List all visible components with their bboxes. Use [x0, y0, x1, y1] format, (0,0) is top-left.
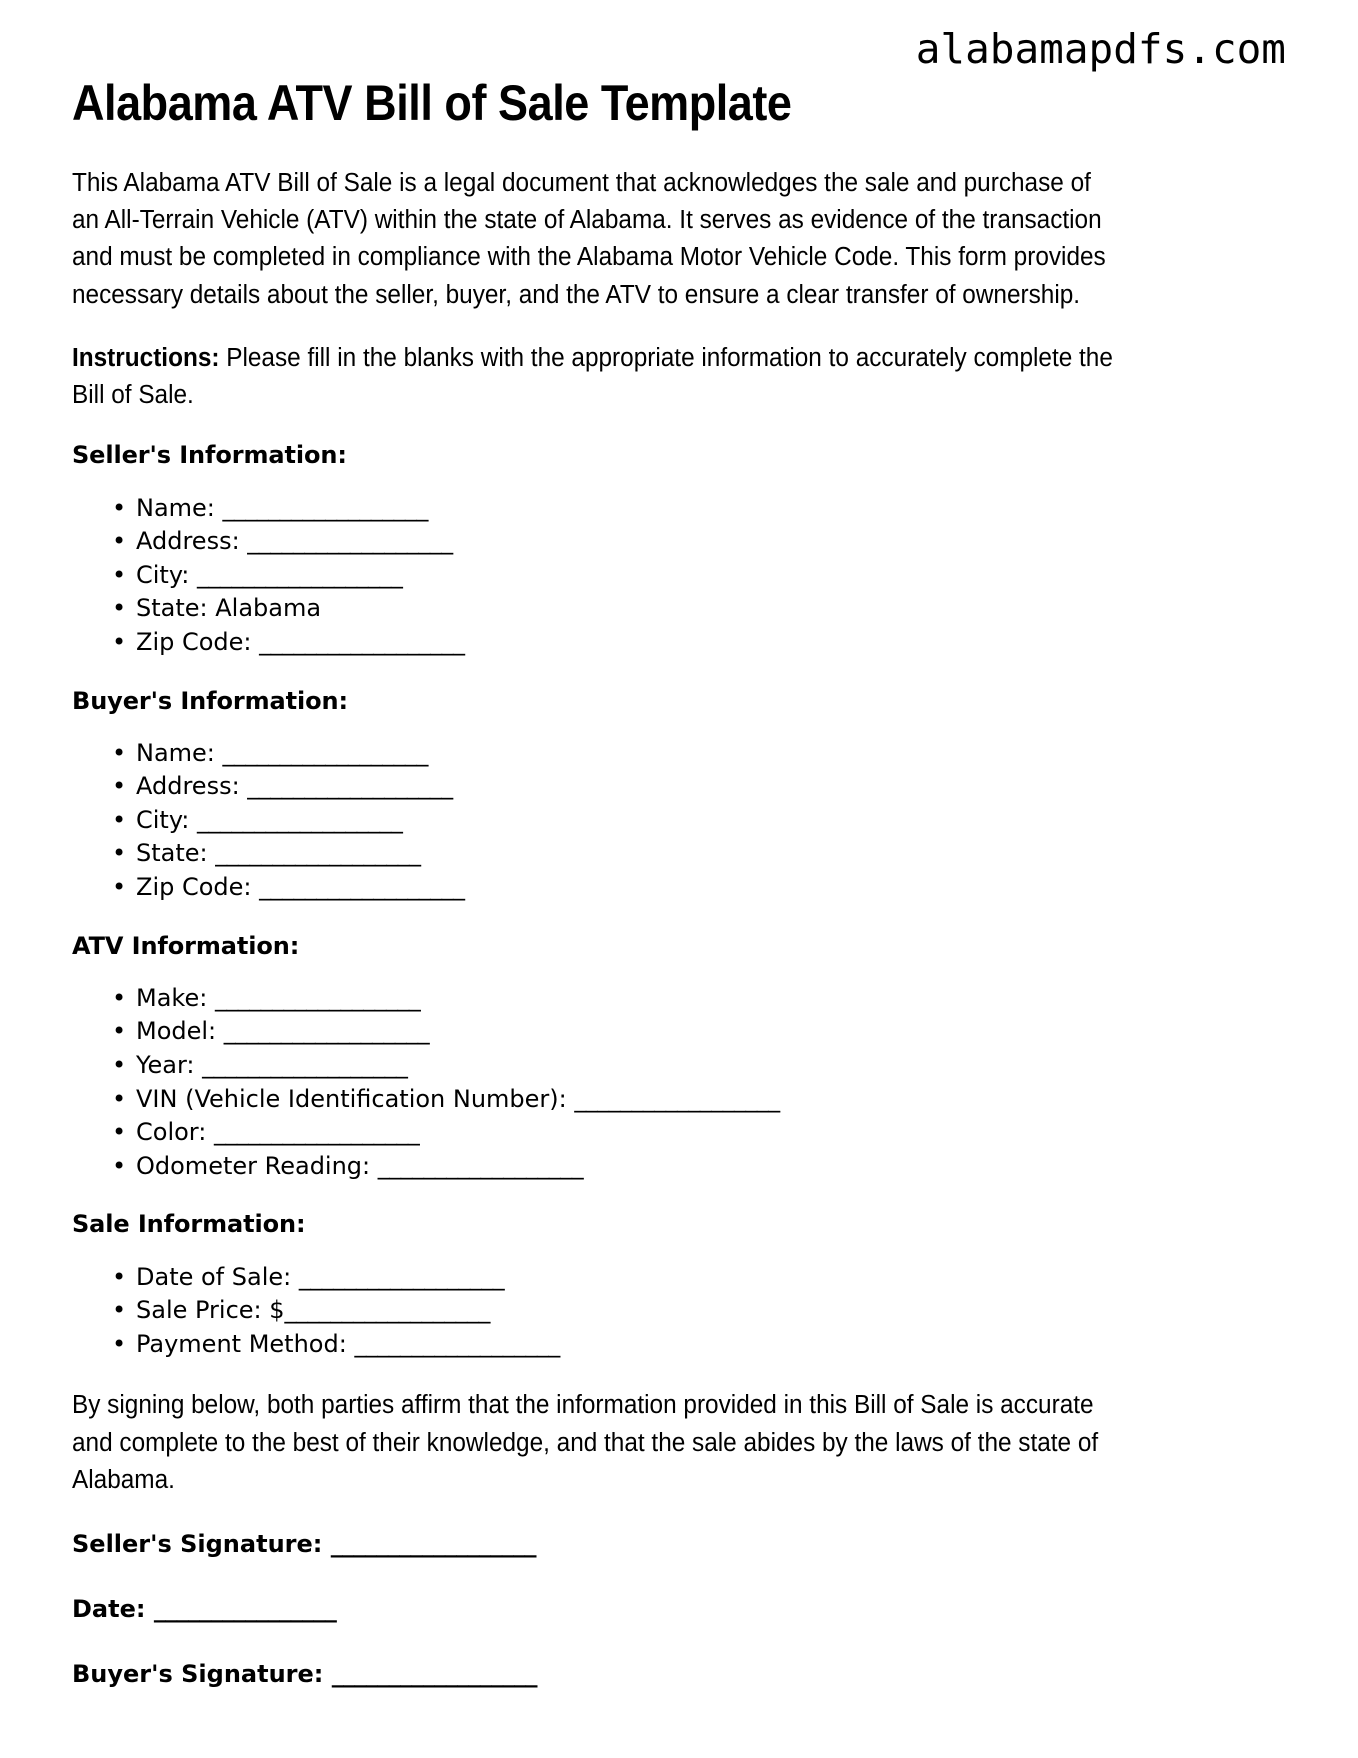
buyer-field-list	[72, 737, 1288, 905]
bullet-marker-icon: •	[112, 805, 127, 834]
field-label: State:	[136, 839, 216, 868]
field-blank[interactable]: __________________	[259, 873, 465, 902]
bullet-marker-icon: •	[112, 1118, 127, 1147]
list-item	[108, 871, 1288, 905]
field-blank[interactable]: __________________	[214, 983, 421, 1012]
field-blank[interactable]: __________________	[215, 839, 421, 868]
field-blank[interactable]: __________________	[354, 1329, 560, 1358]
field-label: Color:	[136, 1118, 214, 1147]
field-label: Zip Code:	[136, 873, 260, 902]
bullet-marker-icon: •	[112, 839, 127, 868]
list-item	[108, 1015, 1288, 1049]
affirmation-paragraph: By signing below, both parties affirm that the information provided in this Bill of Sale is accurate and complete to the best of their knowledge, and that the sale abides by the laws of the state of Alabama.	[72, 1391, 1099, 1494]
field-label: VIN (Vehicle Identification Number):	[136, 1084, 575, 1113]
field-label: City:	[136, 805, 198, 834]
list-item	[108, 1294, 1288, 1328]
section-heading-seller: Seller's Information:	[72, 441, 347, 470]
field-label: Address:	[136, 527, 248, 556]
bullet-marker-icon: •	[112, 1051, 127, 1080]
instructions-label: Instructions:	[72, 343, 220, 372]
signature-label: Date:	[72, 1595, 154, 1624]
field-blank[interactable]: __________________	[284, 1296, 490, 1325]
field-label: Name:	[136, 738, 223, 767]
bullet-marker-icon: •	[112, 594, 127, 623]
list-item	[108, 1328, 1288, 1362]
site-watermark: alabamapdfs.com	[915, 25, 1286, 73]
instructions-paragraph	[72, 340, 1115, 414]
field-blank[interactable]: __________________	[377, 1151, 583, 1180]
field-label: Date of Sale:	[136, 1262, 299, 1291]
field-label: Name:	[136, 493, 223, 522]
field-blank[interactable]: __________________	[222, 493, 428, 522]
list-item	[108, 982, 1288, 1016]
list-item	[108, 770, 1288, 804]
list-item	[108, 804, 1288, 838]
field-blank[interactable]: __________________	[574, 1084, 780, 1113]
signature-blank[interactable]: __________________	[331, 1660, 537, 1689]
field-label: Payment Method:	[136, 1329, 355, 1358]
field-blank[interactable]: __________________	[223, 1017, 429, 1046]
field-label: Year:	[136, 1051, 203, 1080]
field-blank[interactable]: __________________	[202, 1051, 408, 1080]
field-label: City:	[136, 560, 198, 589]
intro-paragraph: This Alabama ATV Bill of Sale is a legal document that acknowledges the sale and purchase of an All-Terrain Vehicle (ATV) within the state of Alabama. It serves as evidence of the transaction and must be completed in compliance with the Alabama Motor Vehicle Code. This form provides necessary details about the seller, buyer, and the ATV to ensure a clear transfer of ownership.	[72, 169, 1106, 309]
atv-field-list	[72, 982, 1288, 1184]
field-label: Zip Code:	[136, 627, 260, 656]
field-blank[interactable]: __________________	[247, 772, 453, 801]
bullet-marker-icon: •	[112, 983, 127, 1012]
section-heading-buyer: Buyer's Information:	[72, 686, 348, 715]
list-item	[108, 837, 1288, 871]
bullet-marker-icon: •	[112, 772, 127, 801]
bullet-marker-icon: •	[112, 1017, 127, 1046]
field-label: Make:	[136, 983, 215, 1012]
list-item	[108, 1261, 1288, 1295]
list-item	[108, 525, 1288, 559]
field-blank[interactable]: __________________	[247, 527, 453, 556]
seller-field-list	[72, 492, 1288, 660]
list-item	[108, 626, 1288, 660]
field-blank[interactable]: __________________	[298, 1262, 505, 1291]
list-item	[108, 492, 1288, 526]
field-label: Odometer Reading:	[136, 1151, 378, 1180]
sale-field-list	[72, 1261, 1288, 1362]
page-title: Alabama ATV Bill of Sale Template	[72, 75, 792, 132]
signature-blank[interactable]: ________________	[153, 1595, 337, 1624]
section-heading-atv: ATV Information:	[72, 931, 300, 960]
field-label: Address:	[136, 772, 248, 801]
instructions-text: Please fill in the blanks with the appropriate information to accurately complete the Bill of Sale.	[72, 343, 1113, 410]
field-label: Model:	[136, 1017, 224, 1046]
list-item	[108, 559, 1288, 593]
section-heading-sale: Sale Information:	[72, 1210, 306, 1239]
field-blank[interactable]: __________________	[197, 560, 403, 589]
bullet-marker-icon: •	[112, 560, 127, 589]
signature-label: Buyer's Signature:	[72, 1660, 332, 1689]
bullet-marker-icon: •	[112, 1084, 127, 1113]
signature-line	[72, 1659, 1288, 1690]
field-blank[interactable]: __________________	[197, 805, 403, 834]
bullet-marker-icon: •	[112, 493, 127, 522]
signature-line	[72, 1594, 1288, 1625]
signature-block	[72, 1529, 1288, 1691]
bullet-marker-icon: •	[112, 1262, 127, 1291]
field-label: State: Alabama	[136, 594, 322, 623]
bullet-marker-icon: •	[112, 1151, 127, 1180]
list-item	[108, 592, 1288, 626]
list-item	[108, 1083, 1288, 1117]
list-item	[108, 1150, 1288, 1184]
list-item	[108, 1049, 1288, 1083]
signature-blank[interactable]: __________________	[330, 1530, 536, 1559]
signature-line	[72, 1529, 1288, 1560]
bullet-marker-icon: •	[112, 738, 127, 767]
list-item	[108, 1116, 1288, 1150]
bullet-marker-icon: •	[112, 873, 127, 902]
field-blank[interactable]: __________________	[259, 627, 465, 656]
signature-label: Seller's Signature:	[72, 1530, 331, 1559]
bullet-marker-icon: •	[112, 627, 127, 656]
bullet-marker-icon: •	[112, 1296, 127, 1325]
field-blank[interactable]: __________________	[222, 738, 428, 767]
field-blank[interactable]: __________________	[213, 1118, 420, 1147]
bullet-marker-icon: •	[112, 527, 127, 556]
list-item	[108, 737, 1288, 771]
field-label: Sale Price: $	[136, 1296, 285, 1325]
bullet-marker-icon: •	[112, 1329, 127, 1358]
